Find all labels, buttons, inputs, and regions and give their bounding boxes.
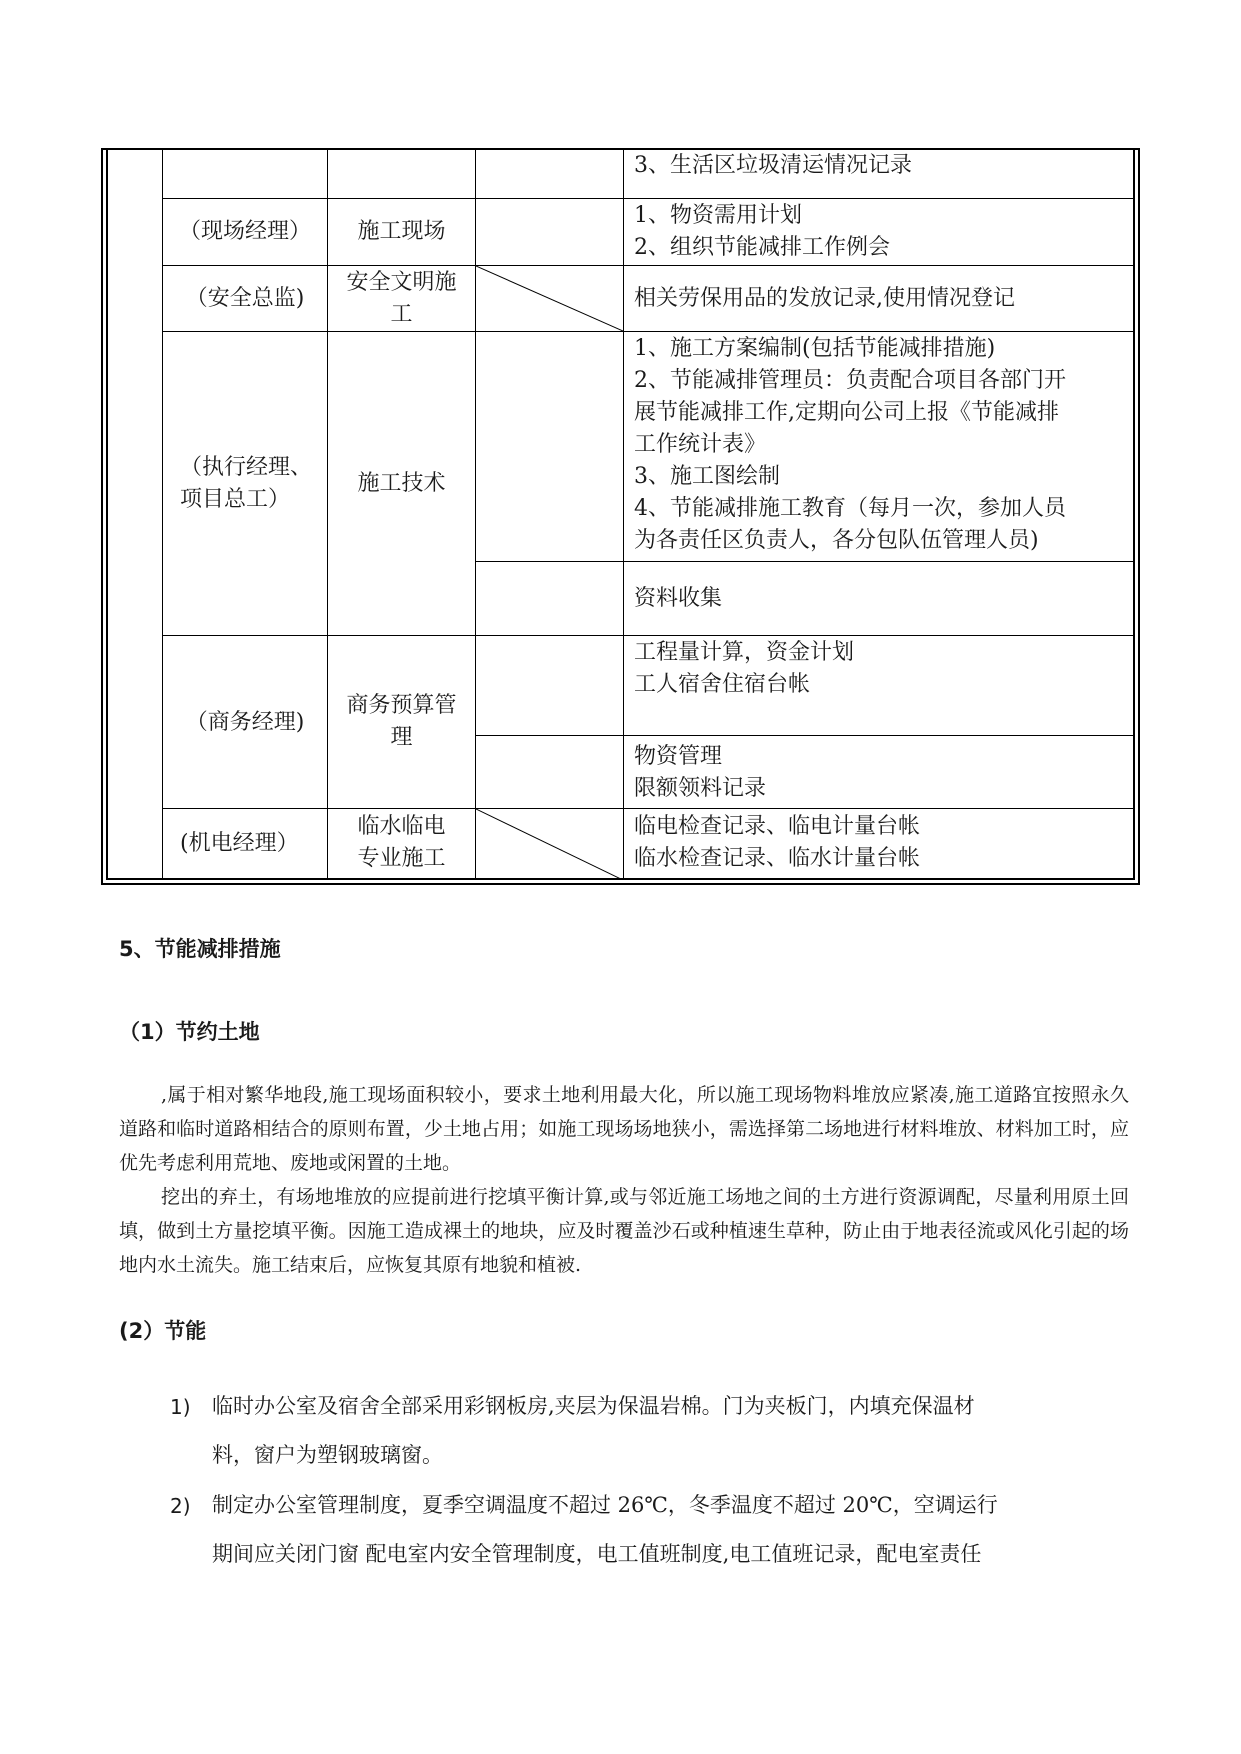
- area-cell: 临水临电 专业施工: [357, 814, 446, 871]
- area-cell: 商务预算管 理: [346, 693, 457, 750]
- list-number: 1): [170, 1395, 191, 1419]
- duty-cell: 相关劳保用品的发放记录,使用情况登记: [634, 286, 1015, 311]
- paragraph: 挖出的弃土，有场地堆放的应提前进行挖填平衡计算,或与邻近施工场地之间的土方进行资源调配，尽量利用原土回填，做到土方量挖填平衡。因施工造成裸土的地块，应及时覆盖沙石或种植速生草种，防止由于地表径流或风化引起的场地内水土流失。施工结束后，应恢复其原有地貌和植被.: [119, 1186, 1129, 1276]
- list-number: 2): [170, 1494, 191, 1518]
- role-cell: （执行经理、 项目总工）: [180, 455, 313, 512]
- area-cell: 施工技术: [357, 471, 446, 496]
- area-cell: 安全文明施 工: [346, 270, 457, 327]
- list-text: 临时办公室及宿舍全部采用彩钢板房,夹层为保温岩棉。门为夹板门，内填充保温材 料，窗户为塑钢玻璃窗。: [212, 1394, 975, 1467]
- duty-cell: 1、施工方案编制(包括节能减排措施) 2、节能减排管理员：负责配合项目各部门开 展节能减排工作,定期向公司上报《节能减排 工作统计表》 3、施工图绘制 4、节能减排施工教育（每月一次，参加人员 为各责任区负责人，各分包队伍管理人员): [634, 336, 1066, 553]
- role-cell: （商务经理): [185, 710, 305, 735]
- diagonal-slash-safety: [476, 266, 623, 331]
- paragraph: ,属于相对繁华地段,施工现场面积较小，要求土地利用最大化，所以施工现场物料堆放应紧凑,施工道路宜按照永久道路和临时道路相结合的原则布置，少土地占用；如施工现场场地狭小，需选择第二场地进行材料堆放、材料加工时，应优先考虑利用荒地、废地或闲置的土地。: [119, 1084, 1129, 1174]
- duty-cell: 资料收集: [634, 586, 723, 611]
- list-text: 制定办公室管理制度，夏季空调温度不超过 26℃，冬季温度不超过 20℃，空调运行 期间应关闭门窗 配电室内安全管理制度，电工值班制度,电工值班记录，配电室责任: [212, 1493, 998, 1566]
- subsection-heading: （1）节约土地: [119, 1020, 260, 1044]
- role-cell: （现场经理）: [178, 219, 311, 244]
- duty-cell: 工程量计算，资金计划 工人宿舍住宿台帐: [634, 640, 855, 697]
- area-cell: 施工现场: [357, 219, 446, 244]
- subsection-heading: (2）节能: [119, 1319, 207, 1343]
- duty-cell: 临电检查记录、临电计量台帐 临水检查记录、临水计量台帐: [634, 814, 921, 871]
- duty-cell: 物资管理 限额领料记录: [634, 744, 767, 801]
- section-heading: 5、节能减排措施: [119, 937, 281, 961]
- role-cell: (机电经理）: [180, 831, 299, 856]
- diagonal-slash-mep: [476, 809, 623, 880]
- duty-cell: 3、生活区垃圾清运情况记录: [634, 153, 912, 178]
- role-cell: （安全总监): [185, 286, 305, 311]
- duty-cell: 1、物资需用计划 2、组织节能减排工作例会: [634, 203, 890, 260]
